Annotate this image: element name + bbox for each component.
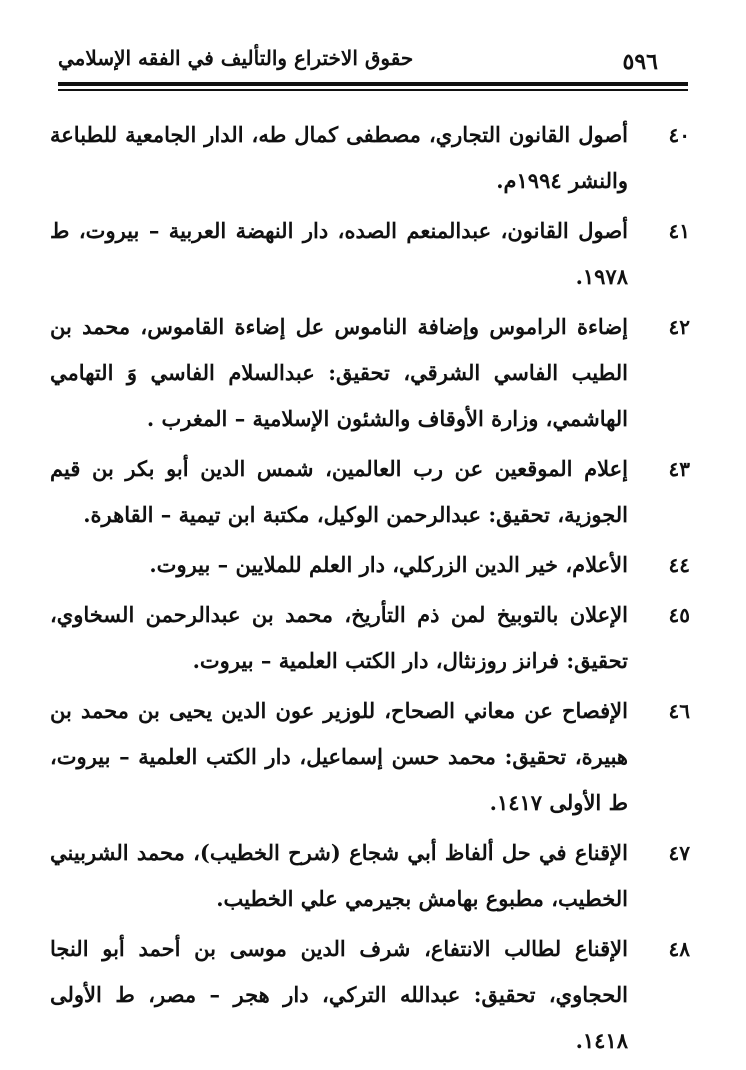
bibliography-entry-44 <box>50 542 690 588</box>
page-number: ٥٩٦ <box>622 49 658 75</box>
entry-number: ٤٥ <box>668 603 690 627</box>
entry-text: الإفصاح عن معاني الصحاح، للوزير عون الدين يحيى بن محمد بن هبيرة، تحقيق: محمد حسن إسماعيل، دار الكتب العلمية – بيروت، ط الأولى ١٤١٧. <box>50 698 628 815</box>
entry-text: الأعلام، خير الدين الزركلي، دار العلم للملايين – بيروت. <box>149 552 628 577</box>
running-title: حقوق الاختراع والتأليف في الفقه الإسلامي <box>58 46 414 70</box>
entry-number: ٤١ <box>668 219 690 243</box>
header-rule-thin <box>58 89 688 91</box>
entry-number: ٤٨ <box>668 937 690 961</box>
entry-number: ٤٤ <box>668 553 690 577</box>
bibliography-entry-43 <box>50 446 690 538</box>
bibliography-entry-47 <box>50 830 690 922</box>
header-rule-thick <box>58 82 688 86</box>
entry-text: إضاءة الراموس وإضافة الناموس عل إضاءة القاموس، محمد بن الطيب الفاسي الشرقي، تحقيق: عبدالسلام الفاسي وَ التهامي الهاشمي، وزارة الأوقاف والشئون الإسلامية – المغرب . <box>50 314 628 431</box>
bibliography-entry-40 <box>50 112 690 204</box>
bibliography-entry-46 <box>50 688 690 826</box>
entry-text: الإقناع لطالب الانتفاع، شرف الدين موسى بن أحمد أبو النجا الحجاوي، تحقيق: عبدالله التركي، دار هجر – مصر، ط الأولى ١٤١٨. <box>50 936 628 1053</box>
bibliography-list <box>50 112 690 1068</box>
bibliography-entry-42 <box>50 304 690 442</box>
entry-text: الإعلان بالتوبيخ لمن ذم التأريخ، محمد بن عبدالرحمن السخاوي، تحقيق: فرانز روزنثال، دار الكتب العلمية – بيروت. <box>50 602 628 673</box>
entry-number: ٤٢ <box>668 315 690 339</box>
entry-number: ٤٦ <box>668 699 690 723</box>
entry-number: ٤٧ <box>668 841 690 865</box>
entry-number: ٤٠ <box>668 123 690 147</box>
bibliography-entry-41 <box>50 208 690 300</box>
entry-text: الإقناع في حل ألفاظ أبي شجاع (شرح الخطيب)، محمد الشربيني الخطيب، مطبوع بهامش بجيرمي علي الخطيب. <box>50 840 628 911</box>
entry-text: إعلام الموقعين عن رب العالمين، شمس الدين أبو بكر بن قيم الجوزية، تحقيق: عبدالرحمن الوكيل، مكتبة ابن تيمية – القاهرة. <box>50 456 628 527</box>
entry-number: ٤٣ <box>668 457 690 481</box>
bibliography-entry-48 <box>50 926 690 1064</box>
page-header <box>58 32 688 88</box>
entry-text: أصول القانون التجاري، مصطفى كمال طه، الدار الجامعية للطباعة والنشر ١٩٩٤م. <box>50 122 628 193</box>
entry-text: أصول القانون، عبدالمنعم الصده، دار النهضة العربية – بيروت، ط ١٩٧٨. <box>50 218 628 289</box>
bibliography-entry-45 <box>50 592 690 684</box>
